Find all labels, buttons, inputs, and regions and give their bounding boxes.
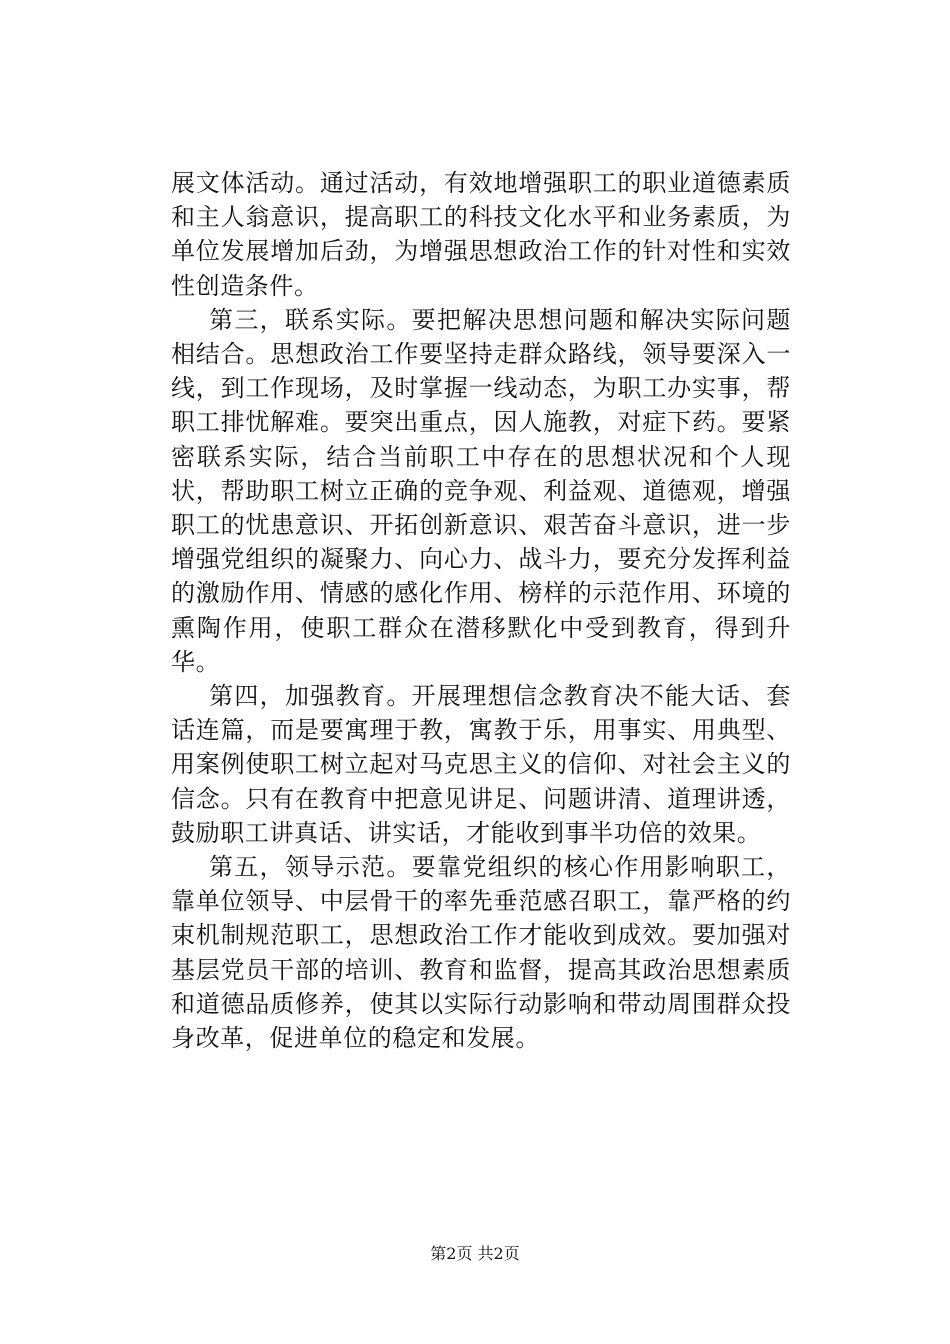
document-body — [171, 166, 791, 1055]
paragraph-third-point: 第三，联系实际。要把解决思想问题和解决实际问题相结合。思想政治工作要坚持走群众路线，领导要深入一线，到工作现场，及时掌握一线动态，为职工办实事，帮职工排忧解难。要突出重点，因人施教，对症下药。要紧密联系实际，结合当前职工中存在的思想状况和个人现状，帮助职工树立正确的竞争观、利益观、道德观，增强职工的忧患意识、开拓创新意识、艰苦奋斗意识，进一步增强党组织的凝聚力、向心力、战斗力，要充分发挥利益的激励作用、情感的感化作用、榜样的示范作用、环境的熏陶作用，使职工群众在潜移默化中受到教育，得到升华。 — [171, 305, 791, 676]
paragraph-fourth-point: 第四，加强教育。开展理想信念教育决不能大话、套话连篇，而是要寓理于教，寓教于乐，用事实、用典型、用案例使职工树立起对马克思主义的信仰、对社会主义的信念。只有在教育中把意见讲足、问题讲清、道理讲透，鼓励职工讲真话、讲实话，才能收到事半功倍的效果。 — [171, 682, 791, 847]
paragraph-continuation: 展文体活动。通过活动，有效地增强职工的职业道德素质和主人翁意识，提高职工的科技文化水平和业务素质，为单位发展增加后劲，为增强思想政治工作的针对性和实效性创造条件。 — [171, 169, 791, 300]
paragraph-fifth-point: 第五，领导示范。要靠党组织的核心作用影响职工，靠单位领导、中层骨干的率先垂范感召职工，靠严格的约束机制规范职工，思想政治工作才能收到成效。要加强对基层党员干部的培训、教育和监督，提高其政治思想素质和道德品质修养，使其以实际行动影响和带动周围群众投身改革，促进单位的稳定和发展。 — [171, 853, 791, 1053]
page-number-footer: 第2页 共2页 — [430, 1244, 520, 1263]
